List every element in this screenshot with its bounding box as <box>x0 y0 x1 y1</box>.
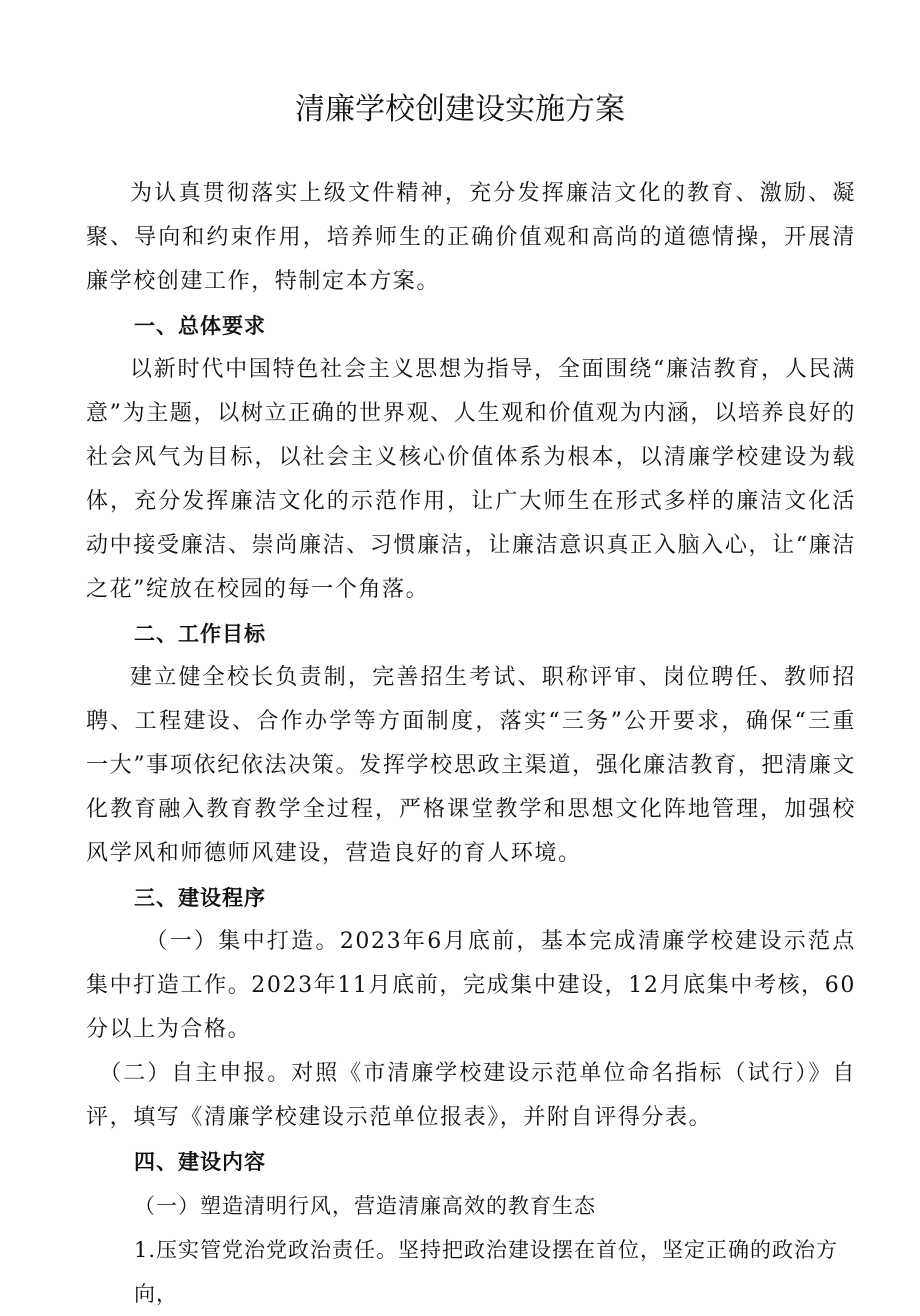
section-paragraph-overall-requirements: 以新时代中国特色社会主义思想为指导，全面围绕“廉洁教育，人民满意”为主题，以树立正确的世界观、人生观和价值观为内涵，以培养良好的社会风气为目标，以社会主义核心价值体系为根本，以清廉学校建设为载体，充分发挥廉洁文化的示范作用，让广大师生在形式多样的廉洁文化活动中接受廉洁、崇尚廉洁、习惯廉洁，让廉洁意识真正入脑入心，让“廉洁之花”绽放在校园的每一个角落。 <box>86 357 856 602</box>
section-heading-construction-content: 四、建设内容 <box>134 1150 266 1174</box>
procedure-step-concentrated-building: （一）集中打造。2023年6月底前，基本完成清廉学校建设示范点集中打造工作。2023年11月底前，完成集中建设，12月底集中考核，60分以上为合格。 <box>86 929 856 1042</box>
content-item-party-responsibility: 1.压实管党治党政治责任。坚持把政治建设摆在首位，坚定正确的政治方向， <box>134 1238 839 1306</box>
content-subheading-clean-style: （一）塑造清明行风，营造清廉高效的教育生态 <box>134 1194 596 1218</box>
procedure-step-self-application: （二）自主申报。对照《市清廉学校建设示范单位命名指标（试行）》自评，填写《清廉学校建设示范单位报表》，并附自评得分表。 <box>86 1061 856 1130</box>
section-heading-work-goals: 二、工作目标 <box>134 622 266 646</box>
section-heading-construction-procedure: 三、建设程序 <box>134 886 266 910</box>
section-heading-overall-requirements: 一、总体要求 <box>134 314 266 338</box>
document-body <box>86 172 856 1316</box>
intro-paragraph: 为认真贯彻落实上级文件精神，充分发挥廉洁文化的教育、激励、凝聚、导向和约束作用，培养师生的正确价值观和高尚的道德情操，开展清廉学校创建工作，特制定本方案。 <box>86 181 856 294</box>
section-paragraph-work-goals: 建立健全校长负责制，完善招生考试、职称评审、岗位聘任、教师招聘、工程建设、合作办学等方面制度，落实“三务”公开要求，确保“三重一大”事项依纪依法决策。发挥学校思政主渠道，强化廉洁教育，把清廉文化教育融入教育教学全过程，严格课堂教学和思想文化阵地管理，加强校风学风和师德师风建设，营造良好的育人环境。 <box>86 665 856 866</box>
document-title: 清廉学校创建设实施方案 <box>295 92 625 127</box>
